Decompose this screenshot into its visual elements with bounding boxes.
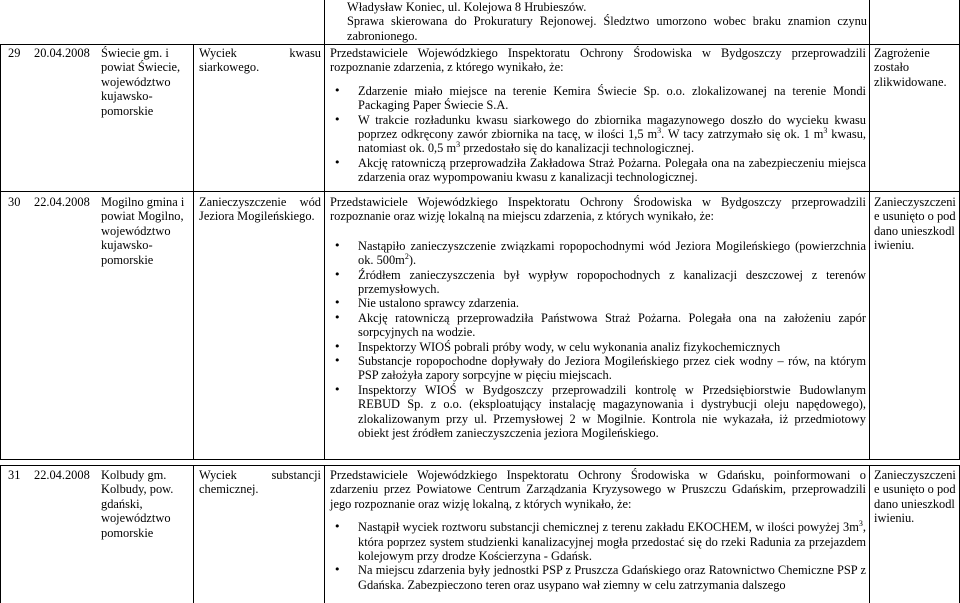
list-text: Nastąpiło zanieczyszczenie związkami ropopochodnymi wód Jeziora Mogileńskiego (powierzchnia ok. 500m	[358, 238, 866, 268]
column-divider	[193, 465, 194, 603]
list-item: • Inspektorzy WIOŚ w Bydgoszczy przeprowadzili kontrolę w Przedsiębiorstwie Budowlanym REBUD Sp. z o.o. (eksploatujący instalację magazynowania i dystrybucji oleju napędowego), zlokalizowanym przy ul. Przemysłowej 2 w Mogilnie. Kontrola nie wykazała, iż przedmiotowy obiekt jest źródłem zanieczyszczenia jeziora Mogileńskiego.	[358, 383, 866, 441]
list-item: • Źródłem zanieczyszczenia był wypływ ropopochodnych z kanalizacji deszczowej z terenów przemysłowych.	[358, 268, 866, 297]
list-item: • Na miejscu zdarzenia były jednostki PSP z Pruszcza Gdańskiego oraz Ratownictwo Chemiczne PSP z Gdańska. Zabezpieczono teren oraz usypano wał ziemny w celu zatrzymania dalszego	[358, 563, 866, 592]
row-event: Wyciek substancji chemicznej.	[199, 468, 321, 497]
row-description	[330, 46, 866, 185]
row-place: Świecie gm. i powiat Świecie, województwo kujawsko-pomorskie	[101, 46, 181, 118]
row-description	[330, 195, 866, 441]
list-text: Nastąpił wyciek roztworu substancji chemicznej z terenu zakładu EKOCHEM, w ilości powyżej 3m	[358, 520, 859, 535]
row-divider	[0, 459, 960, 460]
column-divider	[869, 465, 870, 603]
list-item: • Substancje ropopochodne dopływały do Jeziora Mogileńskiego przez ciek wodny – rów, na którym PSP założyła zapory sorpcyjne w pięciu miejscach.	[358, 354, 866, 383]
list-item: • Nie ustalono sprawcy zdarzenia.	[358, 296, 866, 310]
row-date: 20.04.2008	[34, 46, 90, 60]
column-divider	[869, 0, 870, 460]
row-divider	[0, 44, 960, 45]
description-list	[330, 520, 866, 592]
list-text: , która poprzez system studzienki kanalizacyjnej mogła przedostać się do rzeki Radunia za przejazdem kolejowym przy drodze Kościerzyna - Gdańsk.	[358, 520, 866, 564]
column-divider	[324, 0, 325, 460]
list-item: • Inspektorzy WIOŚ pobrali próby wody, w celu wykonania analiz fizykochemicznych	[358, 340, 866, 354]
previous-row-fragment	[347, 0, 867, 43]
fragment-text: Sprawa skierowana do Prokuratury Rejonowej. Śledztwo umorzono wobec braku znamion czynu zabronionego.	[347, 14, 867, 43]
superscript: 3	[456, 140, 461, 150]
superscript: 3	[657, 125, 662, 135]
list-text: przedostało się do kanalizacji technologicznej.	[460, 141, 695, 156]
superscript: 2	[404, 252, 409, 262]
row-divider	[0, 191, 960, 192]
row-number: 31	[8, 468, 21, 482]
row-date: 22.04.2008	[34, 468, 90, 482]
row-number: 30	[8, 195, 21, 209]
list-item: • Zdarzenie miało miejsce na terenie Kemira Świecie Sp. o.o. zlokalizowanej na terenie Mondi Packaging Paper Świecie S.A.	[358, 84, 866, 113]
description-list	[330, 84, 866, 185]
column-divider	[324, 465, 325, 603]
row-description	[330, 468, 866, 592]
row-number: 29	[8, 46, 21, 60]
list-text: kwasu, natomiast ok. 0,5 m	[358, 127, 866, 156]
list-text: . W tacy zatrzymało się ok. 1 m	[661, 127, 824, 142]
superscript: 3	[858, 519, 863, 529]
row-event: Zanieczyszczenie wód Jeziora Mogileńskiego.	[199, 195, 321, 224]
row-divider	[0, 465, 960, 466]
column-divider	[0, 191, 1, 460]
row-place: Mogilno gmina i powiat Mogilno, województwo kujawsko-pomorskie	[101, 195, 185, 267]
row-place: Kolbudy gm. Kolbudy, pow. gdański, województwo pomorskie	[101, 468, 174, 540]
column-divider	[0, 465, 1, 603]
description-intro: Przedstawiciele Wojewódzkiego Inspektoratu Ochrony Środowiska w Bydgoszczy przeprowadzili rozpoznanie zdarzenia, z którego wynikało, że:	[330, 46, 866, 75]
superscript: 3	[823, 125, 828, 135]
column-divider	[0, 44, 1, 192]
list-item: • Akcję ratowniczą przeprowadziła Zakładowa Straż Pożarna. Polegała ona na zabezpieczeniu miejsca zdarzenia oraz wypompowaniu kwasu z kanalizacji technologicznej.	[358, 156, 866, 185]
column-divider	[193, 44, 194, 192]
column-divider	[193, 191, 194, 460]
description-intro: Przedstawiciele Wojewódzkiego Inspektoratu Ochrony Środowiska w Gdańsku, poinformowani o zdarzeniu przez Powiatowe Centrum Zarządzania Kryzysowego w Pruszczu Gdańskim, przeprowadzili jego rozpoznanie oraz wizję lokalną, z których wynikało, że:	[330, 468, 866, 511]
list-item	[358, 520, 866, 563]
list-item: • Akcję ratowniczą przeprowadziła Państwowa Straż Pożarna. Polegała ona na założeniu zapór sorpcyjnych na wodzie.	[358, 311, 866, 340]
list-text: W trakcie rozładunku kwasu siarkowego do zbiornika magazynowego doszło do wycieku kwasu poprzez odkręcony zawór zbiornika na tacę, w ilości 1,5 m	[358, 112, 866, 142]
row-event: Wyciek kwasu siarkowego.	[199, 46, 321, 75]
row-status: Zagrożenie zostało zlikwidowane.	[874, 46, 947, 89]
list-item	[358, 113, 866, 156]
row-status: Zanieczyszczenie usunięto o poddano unieszkodliwieniu.	[874, 195, 956, 253]
description-list	[330, 239, 866, 441]
fragment-line: Władysław Koniec, ul. Kolejowa 8 Hrubieszów.	[347, 0, 587, 14]
row-date: 22.04.2008	[34, 195, 90, 209]
description-intro: Przedstawiciele Wojewódzkiego Inspektoratu Ochrony Środowiska w Bydgoszczy przeprowadzili rozpoznanie oraz wizję lokalną na miejscu zdarzenia, z których wynikało, że:	[330, 195, 866, 224]
list-item	[358, 239, 866, 268]
list-text: ).	[408, 253, 417, 268]
row-status: Zanieczyszczenie usunięto o poddano unieszkodliwieniu.	[874, 468, 956, 526]
